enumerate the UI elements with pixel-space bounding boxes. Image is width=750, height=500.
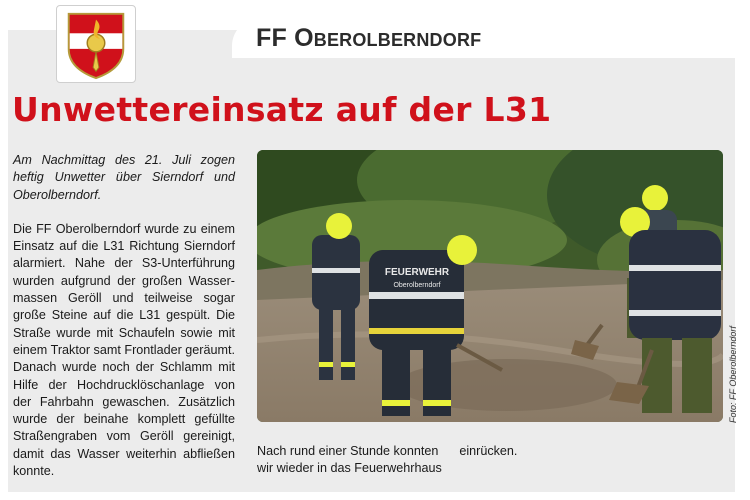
vest-text-1: FEUERWEHR bbox=[384, 267, 450, 278]
photo-credit: Foto: FF Oberolberndorf bbox=[728, 326, 738, 423]
org-name: Oberolberndorf bbox=[294, 24, 482, 52]
article-text-column bbox=[13, 152, 235, 480]
article-body: Die FF Oberolberndorf wurde zu einem Einsatz auf die L31 Richtung Sierndorf alarmiert. Nahe der S3-Unterführung wurden aufgrund der großen Wassermassen Geröll und teilweise sogar große Steine auf die L31 gespült. Die Straße wurde mit Schaufeln sowie mit einem Traktor samt Frontlader geräumt. Danach wurde noch der Schlamm mit Hilfe der Hochdrucklöschanlage von der Fahrbahn gewaschen. Zusätzlich wurde der beinahe komplett gefüllte Straßengraben vom Geröll gereinigt, damit das Wasser weiterhin abfließen konnte. bbox=[13, 221, 235, 479]
article-photo bbox=[257, 150, 723, 422]
closing-line-1: Nach rund einer Stunde konnten einrücken. bbox=[257, 444, 518, 458]
fire-brigade-logo bbox=[56, 5, 136, 83]
vest-text-2: Oberolberndorf bbox=[393, 282, 441, 289]
article-title: Unwettereinsatz auf der L31 bbox=[12, 90, 552, 129]
shield-icon bbox=[57, 6, 135, 82]
closing-line-2: wir wieder in das Feuerwehrhaus bbox=[257, 461, 442, 476]
org-prefix: FF bbox=[256, 24, 287, 52]
closing-text bbox=[257, 443, 727, 478]
article-lead: Am Nachmittag des 21. Juli zogen heftig Unwetter über Sierndorf und Oberolberndorf. bbox=[13, 153, 235, 202]
organization-name bbox=[256, 24, 481, 53]
